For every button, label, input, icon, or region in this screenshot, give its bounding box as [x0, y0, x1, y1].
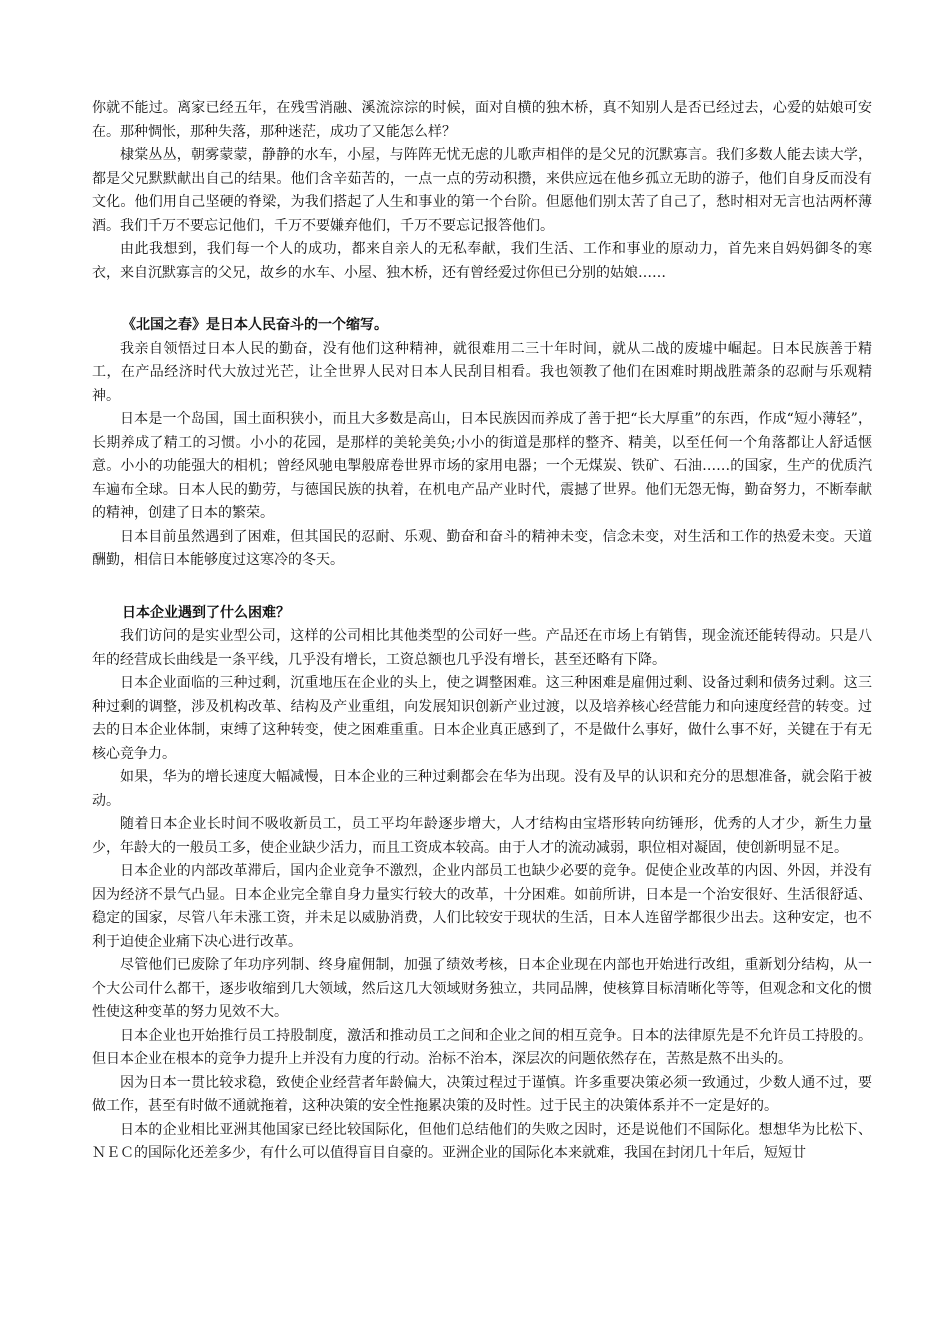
section-intro: [92, 97, 872, 285]
paragraph: 日本企业面临的三种过剩，沉重地压在企业的头上，使之调整困难。这三种困难是雇佣过剩、设备过剩和债务过剩。这三种过剩的调整，涉及机构改革、结构及产业重组，向发展知识创新产业过渡，以及培养核心经营能力和向速度经营的转变。过去的日本企业体制，束缚了这种转变，使之困难重重。日本企业真正感到了，不是做什么事好，做什么事不好，关键在于有无核心竞争力。: [92, 675, 872, 762]
paragraph: 日本是一个岛国，国土面积狭小，而且大多数是高山，日本民族因而养成了善于把“长大厚重”的东西，作成“短小薄轻”，长期养成了精工的习惯。小小的花园，是那样的美轮美奂;小小的街道是那样的整齐、精美，以至任何一个角落都让人舒适惬意。小小的功能强大的相机；曾经风驰电掣般席卷世界市场的家用电器；一个无煤炭、铁矿、石油……的国家，生产的优质汽车遍布全球。日本人民的勤劳，与德国民族的执着，在机电产品产业时代，震撼了世界。他们无怨无悔，勤奋努力，不断奉献的精神，创建了日本的繁荣。: [92, 411, 872, 521]
paragraph: 尽管他们已废除了年功序列制、终身雇佣制，加强了绩效考核，日本企业现在内部也开始进行改组，重新划分结构，从一个大公司什么都干，逐步收缩到几大领域，然后这几大领域财务独立，共同品牌，使核算目标清晰化等等，但观念和文化的惯性使这种变革的努力见效不大。: [92, 957, 872, 1020]
section-northern-spring: [92, 314, 872, 573]
paragraph: 日本的企业相比亚洲其他国家已经比较国际化，但他们总结他们的失败之因时，还是说他们不国际化。想想华为比松下、ＮＥＣ的国际化还差多少，有什么可以值得盲目自豪的。亚洲企业的国际化本来就难，我国在封闭几十年后，短短廿: [92, 1121, 872, 1161]
paragraph: 日本企业的内部改革滞后，国内企业竞争不激烈，企业内部员工也缺少必要的竞争。促使企业改革的内因、外因，并没有因为经济不景气凸显。日本企业完全靠自身力量实行较大的改革，十分困难。如前所讲，日本是一个治安很好、生活很舒适、稳定的国家，尽管八年未涨工资，并未足以威胁消费，人们比较安于现状的生活，日本人连留学都很少出去。这种安定，也不利于迫使企业痛下决心进行改革。: [92, 863, 872, 950]
paragraph: 我亲自领悟过日本人民的勤奋，没有他们这种精神，就很难用二三十年时间，就从二战的废墟中崛起。日本民族善于精工，在产品经济时代大放过光芒，让全世界人民对日本人民刮目相看。我也领教了他们在困难时期战胜萧条的忍耐与乐观精神。: [92, 340, 872, 404]
paragraph: 因为日本一贯比较求稳，致使企业经营者年龄偏大，决策过程过于谨慎。许多重要决策必须一致通过，少数人通不过，要做工作，甚至有时做不通就拖着，这种决策的安全性拖累决策的及时性。过于民主的决策体系并不一定是好的。: [92, 1074, 872, 1114]
paragraph: 随着日本企业长时间不吸收新员工，员工平均年龄逐步增大，人才结构由宝塔形转向纺锤形，优秀的人才少，新生力量少，年龄大的一般员工多，使企业缺少活力，而且工资成本较高。由于人才的流动减弱，职位相对凝固，使创新明显不足。: [92, 816, 872, 856]
paragraph: 棣棠丛丛，朝雾蒙蒙，静静的水车，小屋，与阵阵无忧无虑的儿歌声相伴的是父兄的沉默寡言。我们多数人能去读大学，都是父兄默默献出自己的结果。他们含辛茹苦的，一点一点的劳动积攒，来供应远在他乡孤立无助的游子，他们自身反而没有文化。他们用自己坚硬的脊梁，为我们搭起了人生和事业的第一个台阶。但愿他们别太苦了自己了，愁时相对无言也沽两杯薄酒。我们千万不要忘记他们，千万不要嫌弃他们，千万不要忘记报答他们。: [92, 147, 872, 234]
paragraph: 我们访问的是实业型公司，这样的公司相比其他类型的公司好一些。产品还在市场上有销售，现金流还能转得动。只是八年的经营成长曲线是一条平线，几乎没有增长，工资总额也几乎没有增长，甚至还略有下降。: [92, 628, 872, 668]
paragraph: 由此我想到，我们每一个人的成功，都来自亲人的无私奉献，我们生活、工作和事业的原动力，首先来自妈妈御冬的寒衣，来自沉默寡言的父兄，故乡的水车、小屋、独木桥，还有曾经爱过你但已分别的姑娘……: [92, 241, 872, 281]
section-heading: 日本企业遇到了什么困难？: [122, 604, 290, 621]
paragraph: 如果，华为的增长速度大幅减慢，日本企业的三种过剩都会在华为出现。没有及早的认识和充分的思想准备，就会陷于被动。: [92, 769, 872, 809]
paragraph: 你就不能过。离家已经五年，在残雪消融、溪流淙淙的时候，面对自横的独木桥，真不知别人是否已经过去，心爱的姑娘可安在。那种惆怅，那种失落，那种迷茫，成功了又能怎么样？: [92, 100, 872, 140]
section-japan-difficulties: [92, 602, 872, 1166]
section-heading: 《北国之春》是日本人民奋斗的一个缩写。: [122, 317, 388, 333]
paragraph: 日本企业也开始推行员工持股制度，激活和推动员工之间和企业之间的相互竞争。日本的法律原先是不允许员工持股的。但日本企业在根本的竞争力提升上并没有力度的行动。治标不治本，深层次的问题依然存在，苦熬是熬不出头的。: [92, 1027, 872, 1067]
paragraph: 日本目前虽然遇到了困难，但其国民的忍耐、乐观、勤奋和奋斗的精神未变，信念未变，对生活和工作的热爱未变。天道酬勤，相信日本能够度过这寒冷的冬天。: [92, 528, 872, 568]
document-page: [92, 97, 872, 1166]
